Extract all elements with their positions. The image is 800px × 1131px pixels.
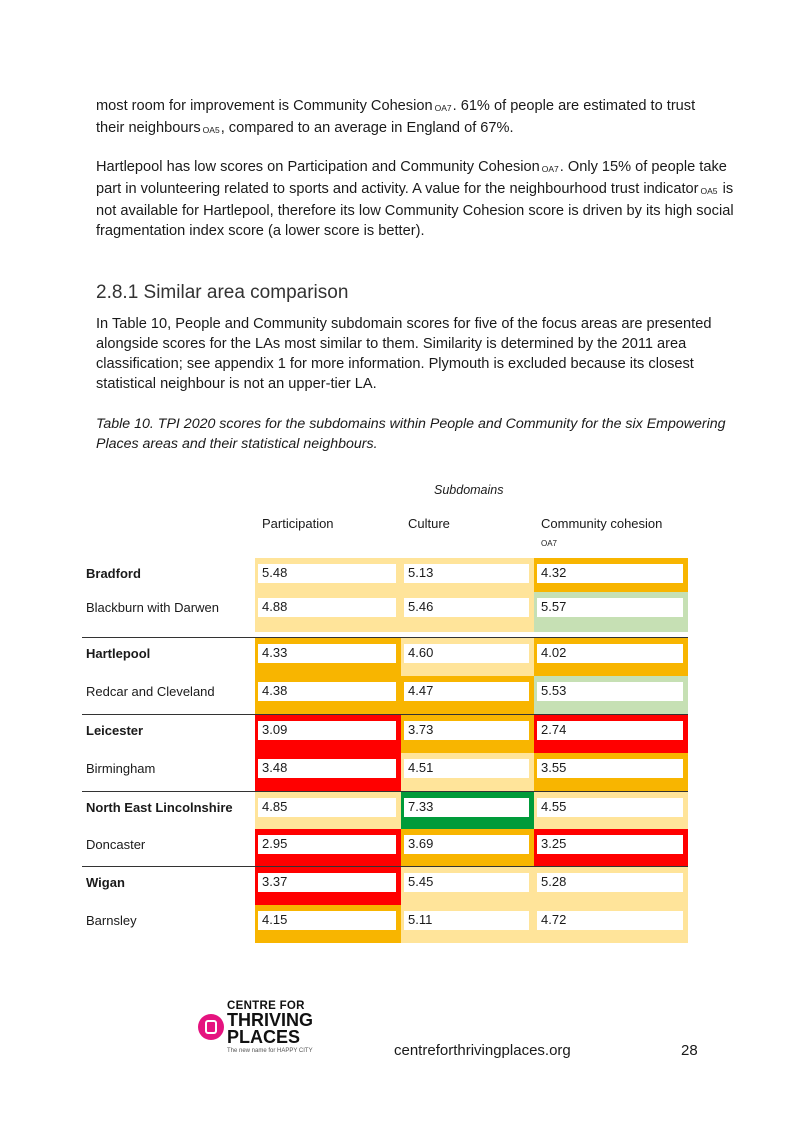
- score-value: 3.55: [537, 759, 683, 778]
- row-label: Wigan: [86, 875, 125, 890]
- indicator-code: OA7: [434, 103, 452, 113]
- row-label: Blackburn with Darwen: [86, 600, 219, 615]
- row-group-divider: [82, 866, 688, 867]
- score-value: 4.02: [537, 644, 683, 663]
- row-group-divider: [82, 637, 688, 638]
- column-header-participation: Participation: [262, 516, 334, 531]
- cohesion-indicator-code: OA7: [541, 539, 558, 548]
- hand-icon: [198, 1014, 224, 1040]
- score-value: 5.13: [404, 564, 529, 583]
- footer-url[interactable]: centreforthrivingplaces.org: [394, 1042, 571, 1059]
- row-group-divider: [82, 714, 688, 715]
- score-value: 4.15: [258, 911, 396, 930]
- score-value: 2.74: [537, 721, 683, 740]
- score-value: 4.55: [537, 798, 683, 817]
- row-label: Bradford: [86, 566, 141, 581]
- column-header-culture: Culture: [408, 516, 450, 531]
- score-value: 4.32: [537, 564, 683, 583]
- score-value: 4.33: [258, 644, 396, 663]
- score-value: 5.45: [404, 873, 529, 892]
- score-value: 5.46: [404, 598, 529, 617]
- score-value: 5.11: [404, 911, 529, 930]
- score-value: 5.53: [537, 682, 683, 701]
- score-value: 4.47: [404, 682, 529, 701]
- score-value: 4.85: [258, 798, 396, 817]
- intro-paragraph: most room for improvement is Community Cohesion OA7. 61% of people are estimated to trust their neighbours OA5, compared to an average in England of 67%.: [96, 98, 696, 136]
- row-label: Barnsley: [86, 913, 137, 928]
- row-label: Doncaster: [86, 837, 146, 852]
- score-value: 4.88: [258, 598, 396, 617]
- column-header-community-cohesion: Community cohesion: [541, 516, 663, 531]
- row-label: Leicester: [86, 723, 144, 738]
- score-value: 3.37: [258, 873, 396, 892]
- score-value: 4.60: [404, 644, 529, 663]
- score-value: 3.48: [258, 759, 396, 778]
- score-value: 3.25: [537, 835, 683, 854]
- score-value: 5.48: [258, 564, 396, 583]
- score-value: 7.33: [404, 798, 529, 817]
- page-number: 28: [681, 1042, 698, 1059]
- row-label: Hartlepool: [86, 646, 151, 661]
- score-value: 4.38: [258, 682, 396, 701]
- section-heading: 2.8.1 Similar area comparison: [96, 282, 349, 303]
- subdomains-label: Subdomains: [434, 483, 504, 497]
- row-label: Birmingham: [86, 761, 156, 776]
- indicator-code: OA7: [541, 164, 559, 174]
- row-label: Redcar and Cleveland: [86, 684, 215, 699]
- centre-for-thriving-places-logo: CENTRE FOR THRIVING PLACES The new name for HAPPY CITY: [198, 1000, 328, 1060]
- hartlepool-name: Hartlepool: [96, 159, 163, 175]
- section-body: In Table 10, People and Community subdomain scores for five of the focus areas are presented alongside scores for the LAs most similar to them. Similarity is determined by the 2011 area classification; see appendix 1 for more information. Plymouth is excluded because its closest statistical neighbour is not an upper-tier LA.: [96, 316, 712, 392]
- indicator-code: OA5: [202, 125, 220, 135]
- score-value: 3.73: [404, 721, 529, 740]
- score-value: 3.09: [258, 721, 396, 740]
- row-label: North East Lincolnshire: [86, 800, 233, 815]
- score-value: 5.28: [537, 873, 683, 892]
- score-value: 5.57: [537, 598, 683, 617]
- score-value: 4.72: [537, 911, 683, 930]
- row-group-divider: [82, 791, 688, 792]
- score-value: 2.95: [258, 835, 396, 854]
- indicator-code: OA5: [700, 186, 718, 196]
- score-value: 4.51: [404, 759, 529, 778]
- hartlepool-paragraph: Hartlepool has low scores on Participation and Community Cohesion OA7. Only 15% of people take part in volunteering related to sports and activity. A value for the neighbourhood trust indicator OA5 is not available for Hartlepool, therefore its low Community Cohesion score is driven by its high social fragmentation index score (a lower score is better).: [96, 159, 734, 239]
- table-caption: Table 10. TPI 2020 scores for the subdomains within People and Community for the six Empowering Places areas and their statistical neighbours.: [96, 416, 726, 452]
- score-value: 3.69: [404, 835, 529, 854]
